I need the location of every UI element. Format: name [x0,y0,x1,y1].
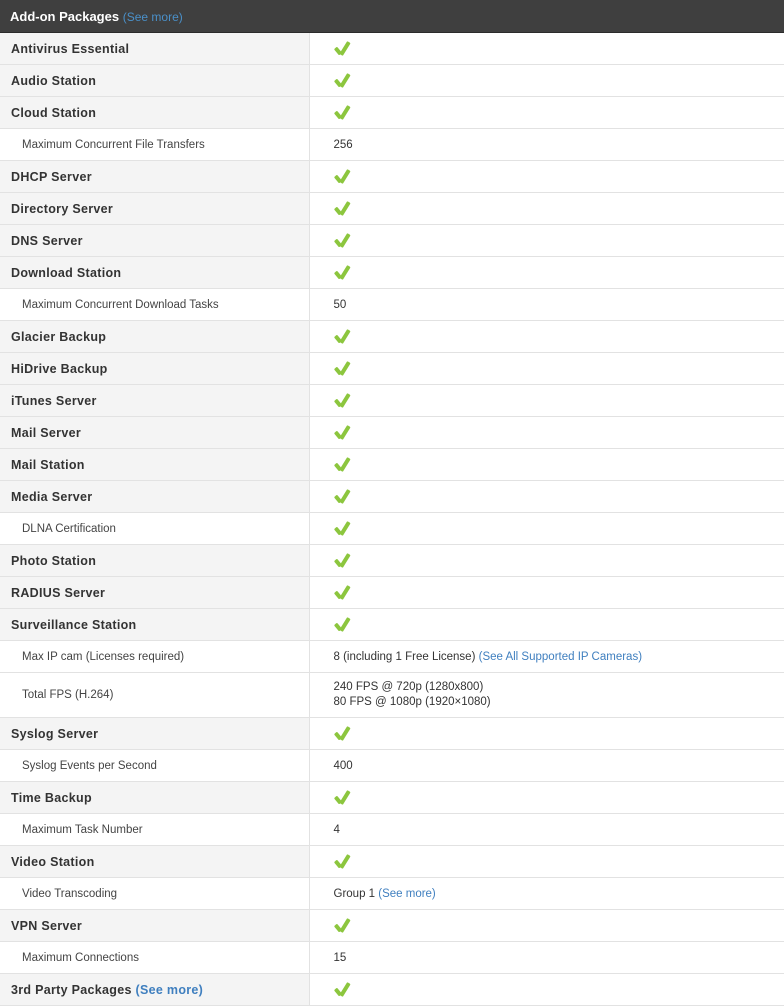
row-label [0,417,309,449]
row-value [309,97,784,129]
row-value-line-1: 240 FPS @ 720p (1280x800) [334,680,784,695]
row-label-text: DLNA Certification [22,523,116,535]
row-value [309,718,784,750]
row-label [0,385,309,417]
table-row [0,385,784,417]
row-value [309,65,784,97]
table-row [0,782,784,814]
table-row [0,846,784,878]
row-label [0,846,309,878]
row-sublabel [0,942,309,974]
check-icon [334,202,784,216]
check-icon [334,791,784,805]
row-value [309,193,784,225]
row-label-text: Audio Station [11,74,96,88]
table-row [0,161,784,193]
table-row [0,353,784,385]
row-label-text: Video Transcoding [22,888,117,900]
row-label-text: Directory Server [11,202,113,216]
row-value-line-2: 80 FPS @ 1080p (1920×1080) [334,695,784,710]
check-icon [334,170,784,184]
row-value-text: 15 [334,952,347,964]
row-label [0,910,309,942]
row-sublabel [0,878,309,910]
row-value [309,942,784,974]
row-label [0,718,309,750]
row-value [309,846,784,878]
row-label-text: Download Station [11,266,121,280]
row-value [309,353,784,385]
check-icon [334,919,784,933]
table-row [0,641,784,673]
section-header-cell [0,0,784,33]
row-value [309,481,784,513]
table-row [0,289,784,321]
row-value [309,449,784,481]
row-label-text: Cloud Station [11,106,96,120]
check-icon [334,362,784,376]
check-icon [334,586,784,600]
row-value [309,641,784,673]
row-label [0,321,309,353]
check-icon [334,330,784,344]
row-value-link[interactable]: (See All Supported IP Cameras) [479,651,642,663]
row-sublabel [0,814,309,846]
row-value [309,513,784,545]
row-value [309,814,784,846]
table-row [0,577,784,609]
row-label-text: Syslog Events per Second [22,760,157,772]
table-row [0,878,784,910]
section-title: Add-on Packages [10,9,119,24]
table-row [0,673,784,718]
row-value [309,417,784,449]
check-icon [334,855,784,869]
row-label-text: VPN Server [11,919,82,933]
check-icon [334,554,784,568]
row-label-text: Antivirus Essential [11,42,129,56]
row-label-text: Maximum Concurrent Download Tasks [22,299,219,311]
row-value-text: 8 (including 1 Free License) [334,651,479,663]
row-value [309,750,784,782]
row-value [309,225,784,257]
row-value-text: 4 [334,824,340,836]
row-value [309,577,784,609]
section-see-more-link[interactable]: (See more) [123,10,183,24]
row-label [0,225,309,257]
check-icon [334,42,784,56]
row-label-text: Maximum Task Number [22,824,143,836]
row-label [0,449,309,481]
row-value [309,33,784,65]
table-row [0,481,784,513]
row-sublabel [0,513,309,545]
row-label [0,257,309,289]
row-label-text: Surveillance Station [11,618,136,632]
row-value-link[interactable]: (See more) [378,888,436,900]
table-row [0,225,784,257]
row-sublabel [0,129,309,161]
row-value [309,782,784,814]
check-icon [334,490,784,504]
row-label-text: Max IP cam (Licenses required) [22,651,184,663]
row-label [0,545,309,577]
table-row [0,814,784,846]
row-label [0,609,309,641]
row-sublabel [0,750,309,782]
row-value-text: 400 [334,760,353,772]
row-label-text: 3rd Party Packages [11,983,136,997]
row-sublabel [0,641,309,673]
check-icon [334,983,784,997]
row-value [309,129,784,161]
check-icon [334,727,784,741]
row-label [0,193,309,225]
row-value [309,385,784,417]
table-row [0,33,784,65]
table-row [0,321,784,353]
table-row [0,910,784,942]
check-icon [334,74,784,88]
row-label-text: Video Station [11,855,95,869]
table-row [0,257,784,289]
check-icon [334,234,784,248]
row-label-text: Syslog Server [11,727,98,741]
row-label-text: Mail Server [11,426,81,440]
table-row [0,545,784,577]
row-label [0,974,309,1006]
table-row [0,718,784,750]
row-label-text: HiDrive Backup [11,362,108,376]
check-icon [334,618,784,632]
row-value [309,289,784,321]
row-value [309,609,784,641]
table-row [0,417,784,449]
table-row [0,513,784,545]
row-value [309,673,784,718]
row-label [0,97,309,129]
table-row [0,129,784,161]
row-label-text: DHCP Server [11,170,92,184]
row-label-text: Total FPS (H.264) [22,689,113,701]
row-label-text: DNS Server [11,234,83,248]
row-label [0,481,309,513]
row-label [0,161,309,193]
row-label-text: Maximum Concurrent File Transfers [22,139,205,151]
row-sublabel [0,673,309,718]
table-header-row [0,0,784,33]
row-sublabel [0,289,309,321]
table-row [0,609,784,641]
row-label-text: Maximum Connections [22,952,139,964]
table-row [0,97,784,129]
row-label-see-more-link[interactable]: (See more) [136,983,204,997]
row-label-text: RADIUS Server [11,586,105,600]
row-label [0,577,309,609]
row-label [0,353,309,385]
row-label-text: Glacier Backup [11,330,106,344]
check-icon [334,266,784,280]
table-row [0,750,784,782]
check-icon [334,106,784,120]
table-row [0,193,784,225]
table-row [0,65,784,97]
row-label-text: Time Backup [11,791,92,805]
table-row [0,942,784,974]
row-value [309,974,784,1006]
row-value [309,321,784,353]
row-value [309,545,784,577]
row-value [309,910,784,942]
row-label-text: iTunes Server [11,394,97,408]
check-icon [334,426,784,440]
row-label-text: Media Server [11,490,92,504]
row-label-text: Photo Station [11,554,96,568]
row-label [0,782,309,814]
row-value [309,161,784,193]
row-label-text: Mail Station [11,458,85,472]
row-value-text: 256 [334,139,353,151]
row-value-text: Group 1 [334,888,379,900]
row-label [0,65,309,97]
row-value-text: 50 [334,299,347,311]
row-label [0,33,309,65]
check-icon [334,394,784,408]
check-icon [334,522,784,536]
table-row [0,974,784,1006]
row-value [309,257,784,289]
check-icon [334,458,784,472]
row-value [309,878,784,910]
table-row [0,449,784,481]
